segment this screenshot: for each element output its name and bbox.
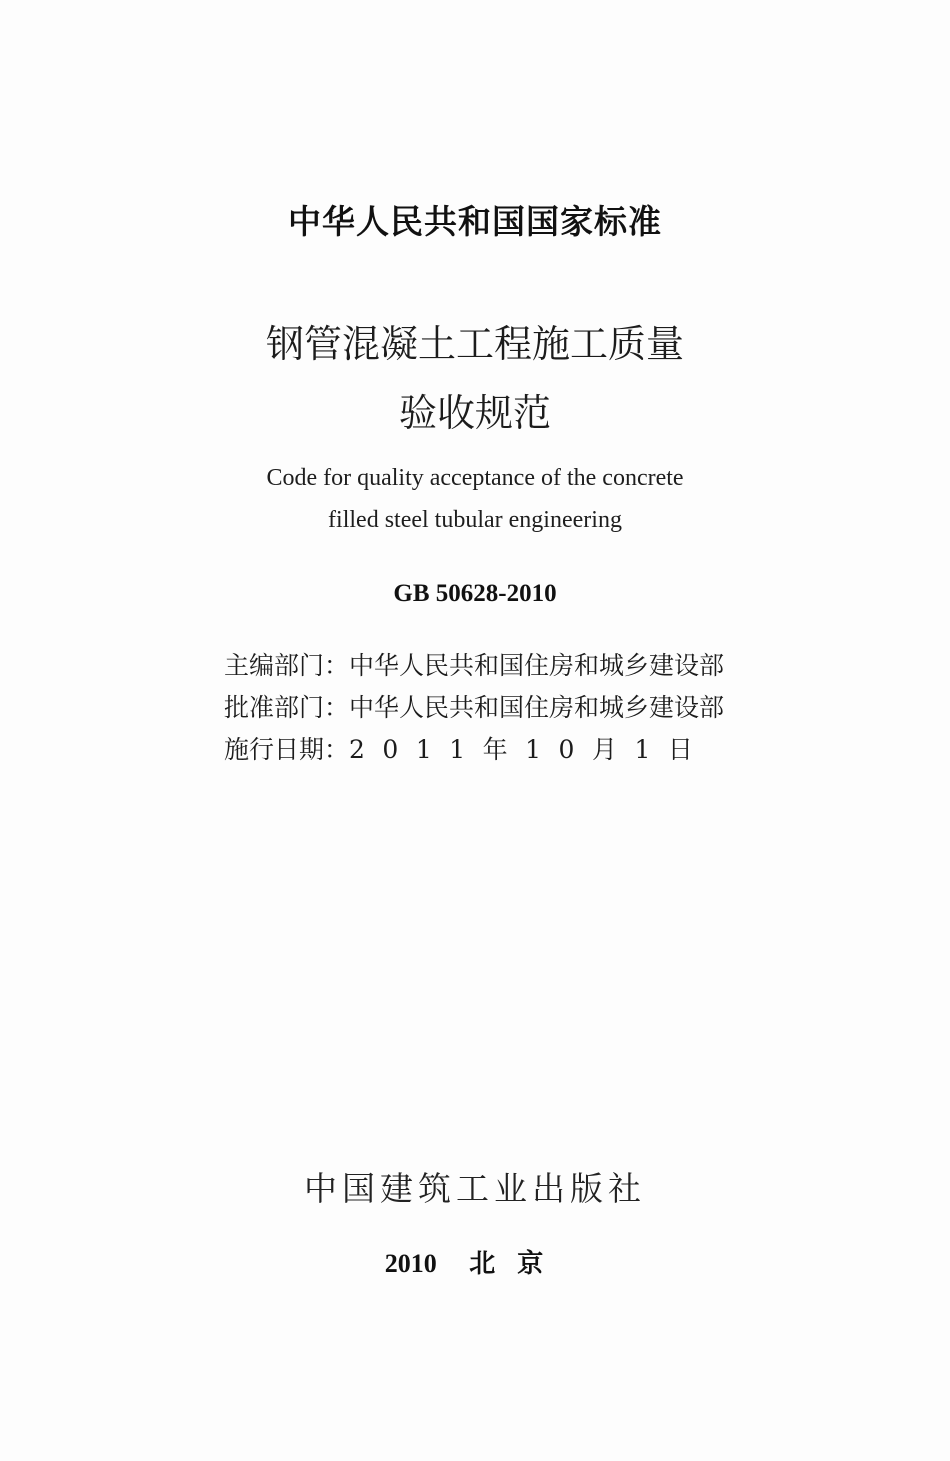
title-en-line1: Code for quality acceptance of the concrete	[266, 465, 684, 491]
title-en-line2: filled steel tubular engineering	[328, 507, 622, 533]
publication-place-year	[0, 1243, 950, 1280]
standard-meta-block	[224, 645, 794, 771]
chief-editor-row	[224, 645, 794, 687]
publication-year: 2010	[384, 1249, 437, 1278]
title-cn-line2: 验收规范	[398, 391, 551, 435]
publication-city: 北京	[469, 1249, 566, 1278]
approver-row	[224, 687, 794, 729]
standard-type-heading: 中华人民共和国国家标准	[288, 202, 662, 241]
approver-value: 中华人民共和国住房和城乡建设部	[349, 693, 725, 722]
standard-code: GB 50628-2010	[393, 580, 557, 607]
chief-editor-label: 主编部门：	[224, 651, 350, 680]
chief-editor-value: 中华人民共和国住房和城乡建设部	[349, 651, 725, 680]
effective-date-value: 2011年10月1日	[349, 735, 711, 764]
approver-label: 批准部门：	[224, 693, 350, 722]
publisher-name: 中国建筑工业出版社	[304, 1169, 646, 1208]
title-cn-line1: 钢管混凝土工程施工质量	[265, 322, 684, 366]
effective-date-label: 施行日期：	[224, 735, 350, 764]
effective-date-row	[224, 729, 794, 771]
